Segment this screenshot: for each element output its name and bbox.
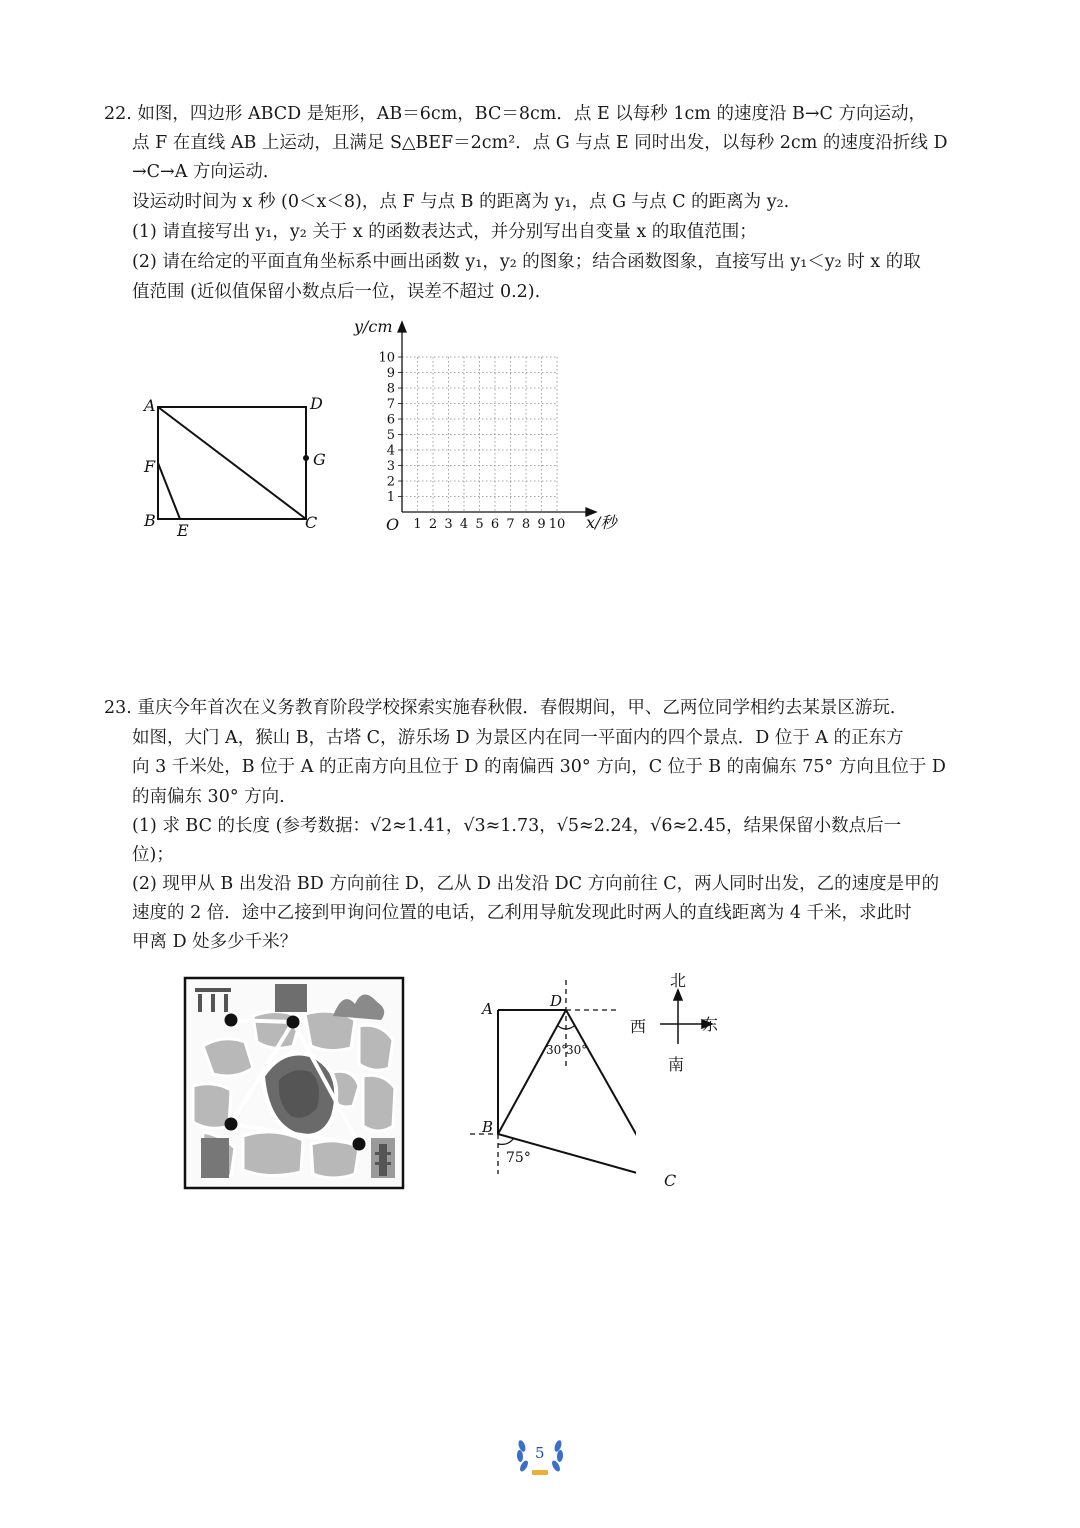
q23-line-5: (1) 求 BC 的长度 (参考数据：√2≈1.41，√3≈1.73，√5≈2.24，√6≈2.45，结果保留小数点后一	[132, 816, 902, 836]
q23-line-9: 甲离 D 处多少千米？	[132, 932, 298, 952]
label-a: A	[482, 1000, 493, 1018]
pagoda-icon	[371, 1138, 395, 1178]
x-tick-label: 10	[548, 517, 566, 532]
q22-coordinate-grid	[350, 312, 640, 544]
compass-west: 西	[630, 1017, 647, 1036]
y-axis-arrow	[398, 322, 406, 332]
page-number: 5	[535, 1444, 545, 1462]
segment-bd	[498, 1010, 566, 1134]
label-c: C	[305, 513, 318, 532]
origin-label: O	[386, 515, 400, 534]
map-dot-d	[287, 1016, 300, 1029]
map-dot-a	[225, 1014, 238, 1027]
label-b: B	[144, 511, 156, 530]
y-tick-label: 2	[386, 474, 395, 490]
x-tick-label: 9	[537, 517, 546, 532]
y-tick-label: 10	[378, 350, 395, 366]
y-tick-label: 7	[386, 397, 395, 412]
y-axis-label: y/cm	[354, 317, 393, 336]
q22-line-6: (2) 请在给定的平面直角坐标系中画出函数 y₁，y₂ 的图象；结合函数图象，直接写出 y₁＜y₂ 时 x 的取	[132, 252, 921, 272]
y-tick-label: 8	[386, 381, 395, 397]
q22-rectangle-figure	[130, 385, 350, 545]
y-tick-label: 4	[386, 443, 395, 459]
x-tick-label: 7	[506, 517, 515, 532]
angle-label-left: 30°	[546, 1043, 568, 1057]
gate-icon	[195, 988, 231, 1012]
x-tick-label: 3	[444, 517, 453, 532]
x-tick-label: 5	[475, 517, 484, 532]
x-tick-label: 6	[490, 517, 500, 532]
q22-line-4: 设运动时间为 x 秒 (0＜x＜8)，点 F 与点 B 的距离为 y₁，点 G 与点 C 的距离为 y₂.	[132, 192, 790, 212]
label-f: F	[144, 457, 156, 476]
q22-line-7: 值范围 (近似值保留小数点后一位，误差不超过 0.2).	[132, 282, 541, 302]
diagonal-ac	[158, 407, 306, 519]
q23-line-4: 的南偏东 30° 方向.	[132, 787, 285, 807]
q22-line-5: (1) 请直接写出 y₁，y₂ 关于 x 的函数表达式，并分别写出自变量 x 的取值范围；	[132, 222, 757, 242]
compass-north: 北	[670, 971, 687, 990]
label-d: D	[550, 992, 563, 1010]
map-dot-c	[353, 1138, 366, 1151]
x-tick-label: 8	[521, 517, 531, 532]
person-photo	[201, 1138, 229, 1178]
q22-line-3: →C→A 方向运动．	[132, 162, 281, 182]
x-axis-label: x/秒	[586, 513, 617, 532]
q23-scenic-map-image	[183, 976, 407, 1192]
segment-fe	[158, 463, 180, 519]
label-c: C	[664, 1171, 677, 1190]
q23-line-2: 如图，大门 A，猴山 B，古塔 C，游乐场 D 为景区内在同一平面内的四个景点．D 位于 A 的正东方	[132, 728, 904, 748]
q23-geometry-figure	[466, 976, 636, 1198]
monkey-mountain-photo	[275, 984, 307, 1012]
angle-label-b: 75°	[506, 1150, 531, 1166]
y-tick-label: 1	[386, 490, 395, 505]
q23-line-3: 向 3 千米处，B 位于 A 的正南方向且位于 D 的南偏西 30° 方向，C 位于 B 的南偏东 75° 方向且位于 D	[132, 757, 946, 777]
map-dot-b	[225, 1118, 238, 1131]
label-e: E	[177, 521, 189, 540]
q23-line-6: 位)；	[132, 845, 174, 865]
label-d: D	[310, 394, 323, 413]
q23-line-8: 速度的 2 倍．途中乙接到甲询问位置的电话，乙利用导航发现此时两人的直线距离为 4 千米，求此时	[132, 903, 912, 923]
label-g: G	[313, 450, 326, 469]
north-arrow-icon	[674, 990, 682, 1000]
y-tick-label: 6	[386, 412, 395, 428]
x-tick-label: 1	[413, 517, 422, 532]
x-tick-label: 2	[428, 517, 438, 532]
q23-line-7: (2) 现甲从 B 出发沿 BD 方向前往 D，乙从 D 出发沿 DC 方向前往 C，两人同时出发，乙的速度是甲的	[132, 874, 940, 894]
y-tick-label: 5	[386, 428, 395, 443]
q22-line-2: 点 F 在直线 AB 上运动，且满足 S△BEF＝2cm²．点 G 与点 E 同时出发，以每秒 2cm 的速度沿折线 D	[132, 133, 948, 153]
y-tick-label: 9	[386, 366, 395, 381]
label-a: A	[144, 396, 156, 415]
compass-east: 东	[702, 1015, 719, 1034]
label-b: B	[482, 1118, 494, 1136]
y-tick-label: 3	[386, 459, 395, 474]
x-tick-label: 4	[459, 517, 469, 532]
q23-line-1: 23. 重庆今年首次在义务教育阶段学校探索实施春秋假．春假期间，甲、乙两位同学相约去某景区游玩．	[104, 698, 908, 718]
point-g	[303, 455, 309, 461]
compass-rose	[626, 966, 726, 1076]
page-number-badge	[514, 1426, 566, 1478]
q22-line-1: 22. 如图，四边形 ABCD 是矩形，AB＝6cm，BC＝8cm．点 E 以每秒 1cm 的速度沿 B→C 方向运动，	[104, 104, 926, 124]
compass-south: 南	[668, 1055, 685, 1074]
angle-label-right: 30°	[566, 1043, 588, 1057]
